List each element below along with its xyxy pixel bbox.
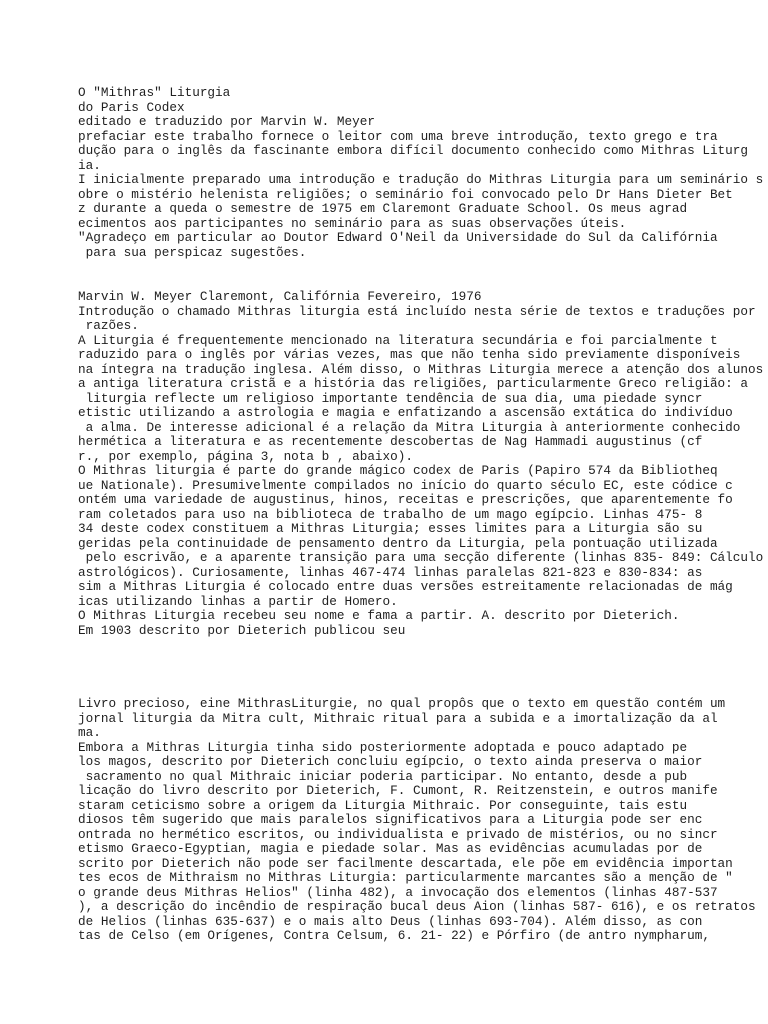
text-line: etistic utilizando a astrologia e magia e enfatizando a ascensão extática do indivíduo xyxy=(78,406,733,420)
text-line: "Agradeço em particular ao Doutor Edward O'Neil da Universidade do Sul da Califórnia xyxy=(78,231,718,245)
text-line: los magos, descrito por Dieterich concluiu egípcio, o texto ainda preserva o maior xyxy=(78,755,703,769)
text-line: sim a Mithras Liturgia é colocado entre duas versões estreitamente relacionadas de mág xyxy=(78,580,733,594)
text-line: ma. xyxy=(78,726,101,740)
text-line: astrológicos). Curiosamente, linhas 467-474 linhas paralelas 821-823 e 830-834: as xyxy=(78,565,703,580)
text-line: raduzido para o inglês por várias vezes, mas que não tenha sido previamente disponíveis xyxy=(78,348,741,362)
text-line: icas utilizando linhas a partir de Homero. xyxy=(78,594,398,609)
text-block-intro xyxy=(78,86,768,260)
text-line: ecimentos aos participantes no seminário para as suas observações úteis. xyxy=(78,216,627,231)
document-page xyxy=(78,86,768,944)
text-line: ram coletados para uso na biblioteca de trabalho de um mago egípcio. Linhas 475- 8 xyxy=(78,507,703,522)
text-line: para sua perspicaz sugestões. xyxy=(78,245,307,260)
text-line: etismo Graeco-Egyptian, magia e piedade solar. Mas as evidências acumuladas por de xyxy=(78,842,703,856)
text-line: de Helios (linhas 635-637) e o mais alto Deus (linhas 693-704). Além disso, as con xyxy=(78,914,703,929)
text-line: sacramento no qual Mithraic iniciar poderia participar. No entanto, desde a pub xyxy=(78,769,688,784)
text-line: scrito por Dieterich não pode ser facilmente descartada, ele põe em evidência importan xyxy=(78,856,733,871)
text-line: licação do livro descrito por Dieterich, F. Cumont, R. Reitzenstein, e outros manife xyxy=(78,784,718,798)
text-line: prefaciar este trabalho fornece o leitor com uma breve introdução, texto grego e tra xyxy=(78,129,718,144)
text-line: tes ecos de Mithraism no Mithras Liturgia: particularmente marcantes são a menção de " xyxy=(78,871,733,885)
text-line: a alma. De interesse adicional é a relação da Mitra Liturgia à anteriormente conhecido xyxy=(78,420,741,435)
text-line: geridas pela continuidade de pensamento dentro da Liturgia, pela pontuação utilizada xyxy=(78,536,718,551)
text-line: liturgia reflecte um religioso importante tendência de sua dia, uma piedade syncr xyxy=(78,391,703,406)
text-line: hermética a literatura e as recentemente descobertas de Nag Hammadi augustinus (cf xyxy=(78,435,703,449)
text-line: obre o mistério helenista religiões; o seminário foi convocado pelo Dr Hans Dieter Bet xyxy=(78,187,733,202)
text-line: tas de Celso (em Orígenes, Contra Celsum, 6. 21- 22) e Pórfiro (de antro nympharum, xyxy=(78,929,710,943)
text-line: dução para o inglês da fascinante embora difícil documento conhecido como Mithras Liturg xyxy=(78,144,749,158)
text-line: o grande deus Mithras Helios" (linha 482), a invocação dos elementos (linhas 487-537 xyxy=(78,885,718,900)
text-block-continuation xyxy=(78,697,768,944)
text-line: staram ceticismo sobre a origem da Liturgia Mithraic. Por conseguinte, tais estu xyxy=(78,798,688,813)
text-line: diosos têm sugerido que mais paralelos significativos para a Liturgia pode ser enc xyxy=(78,813,703,827)
text-line: O Mithras Liturgia recebeu seu nome e fama a partir. A. descrito por Dieterich. xyxy=(78,609,680,623)
text-line: ontém uma variedade de augustinus, hinos, receitas e prescrições, que aparentemente fo xyxy=(78,493,733,507)
text-line: z durante a queda o semestre de 1975 em Claremont Graduate School. Os meus agrad xyxy=(78,202,688,216)
text-line: Introdução o chamado Mithras liturgia está incluído nesta série de textos e traduções por xyxy=(78,304,756,319)
text-block-introduction xyxy=(78,290,768,638)
text-line: Livro precioso, eine MithrasLiturgie, no qual propôs que o texto em questão contém um xyxy=(78,697,726,711)
text-line: r., por exemplo, página 3, nota b , abaixo). xyxy=(78,449,414,464)
text-line: Marvin W. Meyer Claremont, Califórnia Fevereiro, 1976 xyxy=(78,290,482,304)
text-line: pelo escrivão, e a aparente transição para uma secção diferente (linhas 835- 849: Cálculo xyxy=(78,551,764,565)
text-line: A Liturgia é frequentemente mencionado na literatura secundária e foi parcialmente t xyxy=(78,333,718,348)
text-line: O Mithras liturgia é parte do grande mágico codex de Paris (Papiro 574 da Bibliotheq xyxy=(78,464,718,478)
text-line: ia. xyxy=(78,158,101,173)
text-line: I inicialmente preparado uma introdução e tradução do Mithras Liturgia para um seminário s xyxy=(78,173,764,187)
text-line: ue Nationale). Presumivelmente compilados no início do quarto século EC, este códice c xyxy=(78,478,733,493)
text-line: do Paris Codex xyxy=(78,100,185,115)
text-line: ), a descrição do incêndio de respiração bucal deus Aion (linhas 587- 616), e os retratos xyxy=(78,900,756,914)
text-line: jornal liturgia da Mitra cult, Mithraic ritual para a subida e a imortalização da al xyxy=(78,711,718,726)
text-line: ontrada no hermético escritos, ou individualista e privado de mistérios, ou no sincr xyxy=(78,827,718,842)
text-line: editado e traduzido por Marvin W. Meyer xyxy=(78,115,375,129)
text-line: 34 deste codex constituem a Mithras Liturgia; esses limites para a Liturgia são su xyxy=(78,522,703,536)
text-line: Embora a Mithras Liturgia tinha sido posteriormente adoptada e pouco adaptado pe xyxy=(78,740,688,755)
text-line: a antiga literatura cristã e a história das religiões, particularmente Greco religião: a xyxy=(78,377,749,391)
text-line: razões. xyxy=(78,319,139,333)
text-line: Em 1903 descrito por Dieterich publicou seu xyxy=(78,623,406,638)
text-line: O "Mithras" Liturgia xyxy=(78,86,231,100)
text-line: na íntegra na tradução inglesa. Além disso, o Mithras Liturgia merece a atenção dos alunos xyxy=(78,362,764,377)
